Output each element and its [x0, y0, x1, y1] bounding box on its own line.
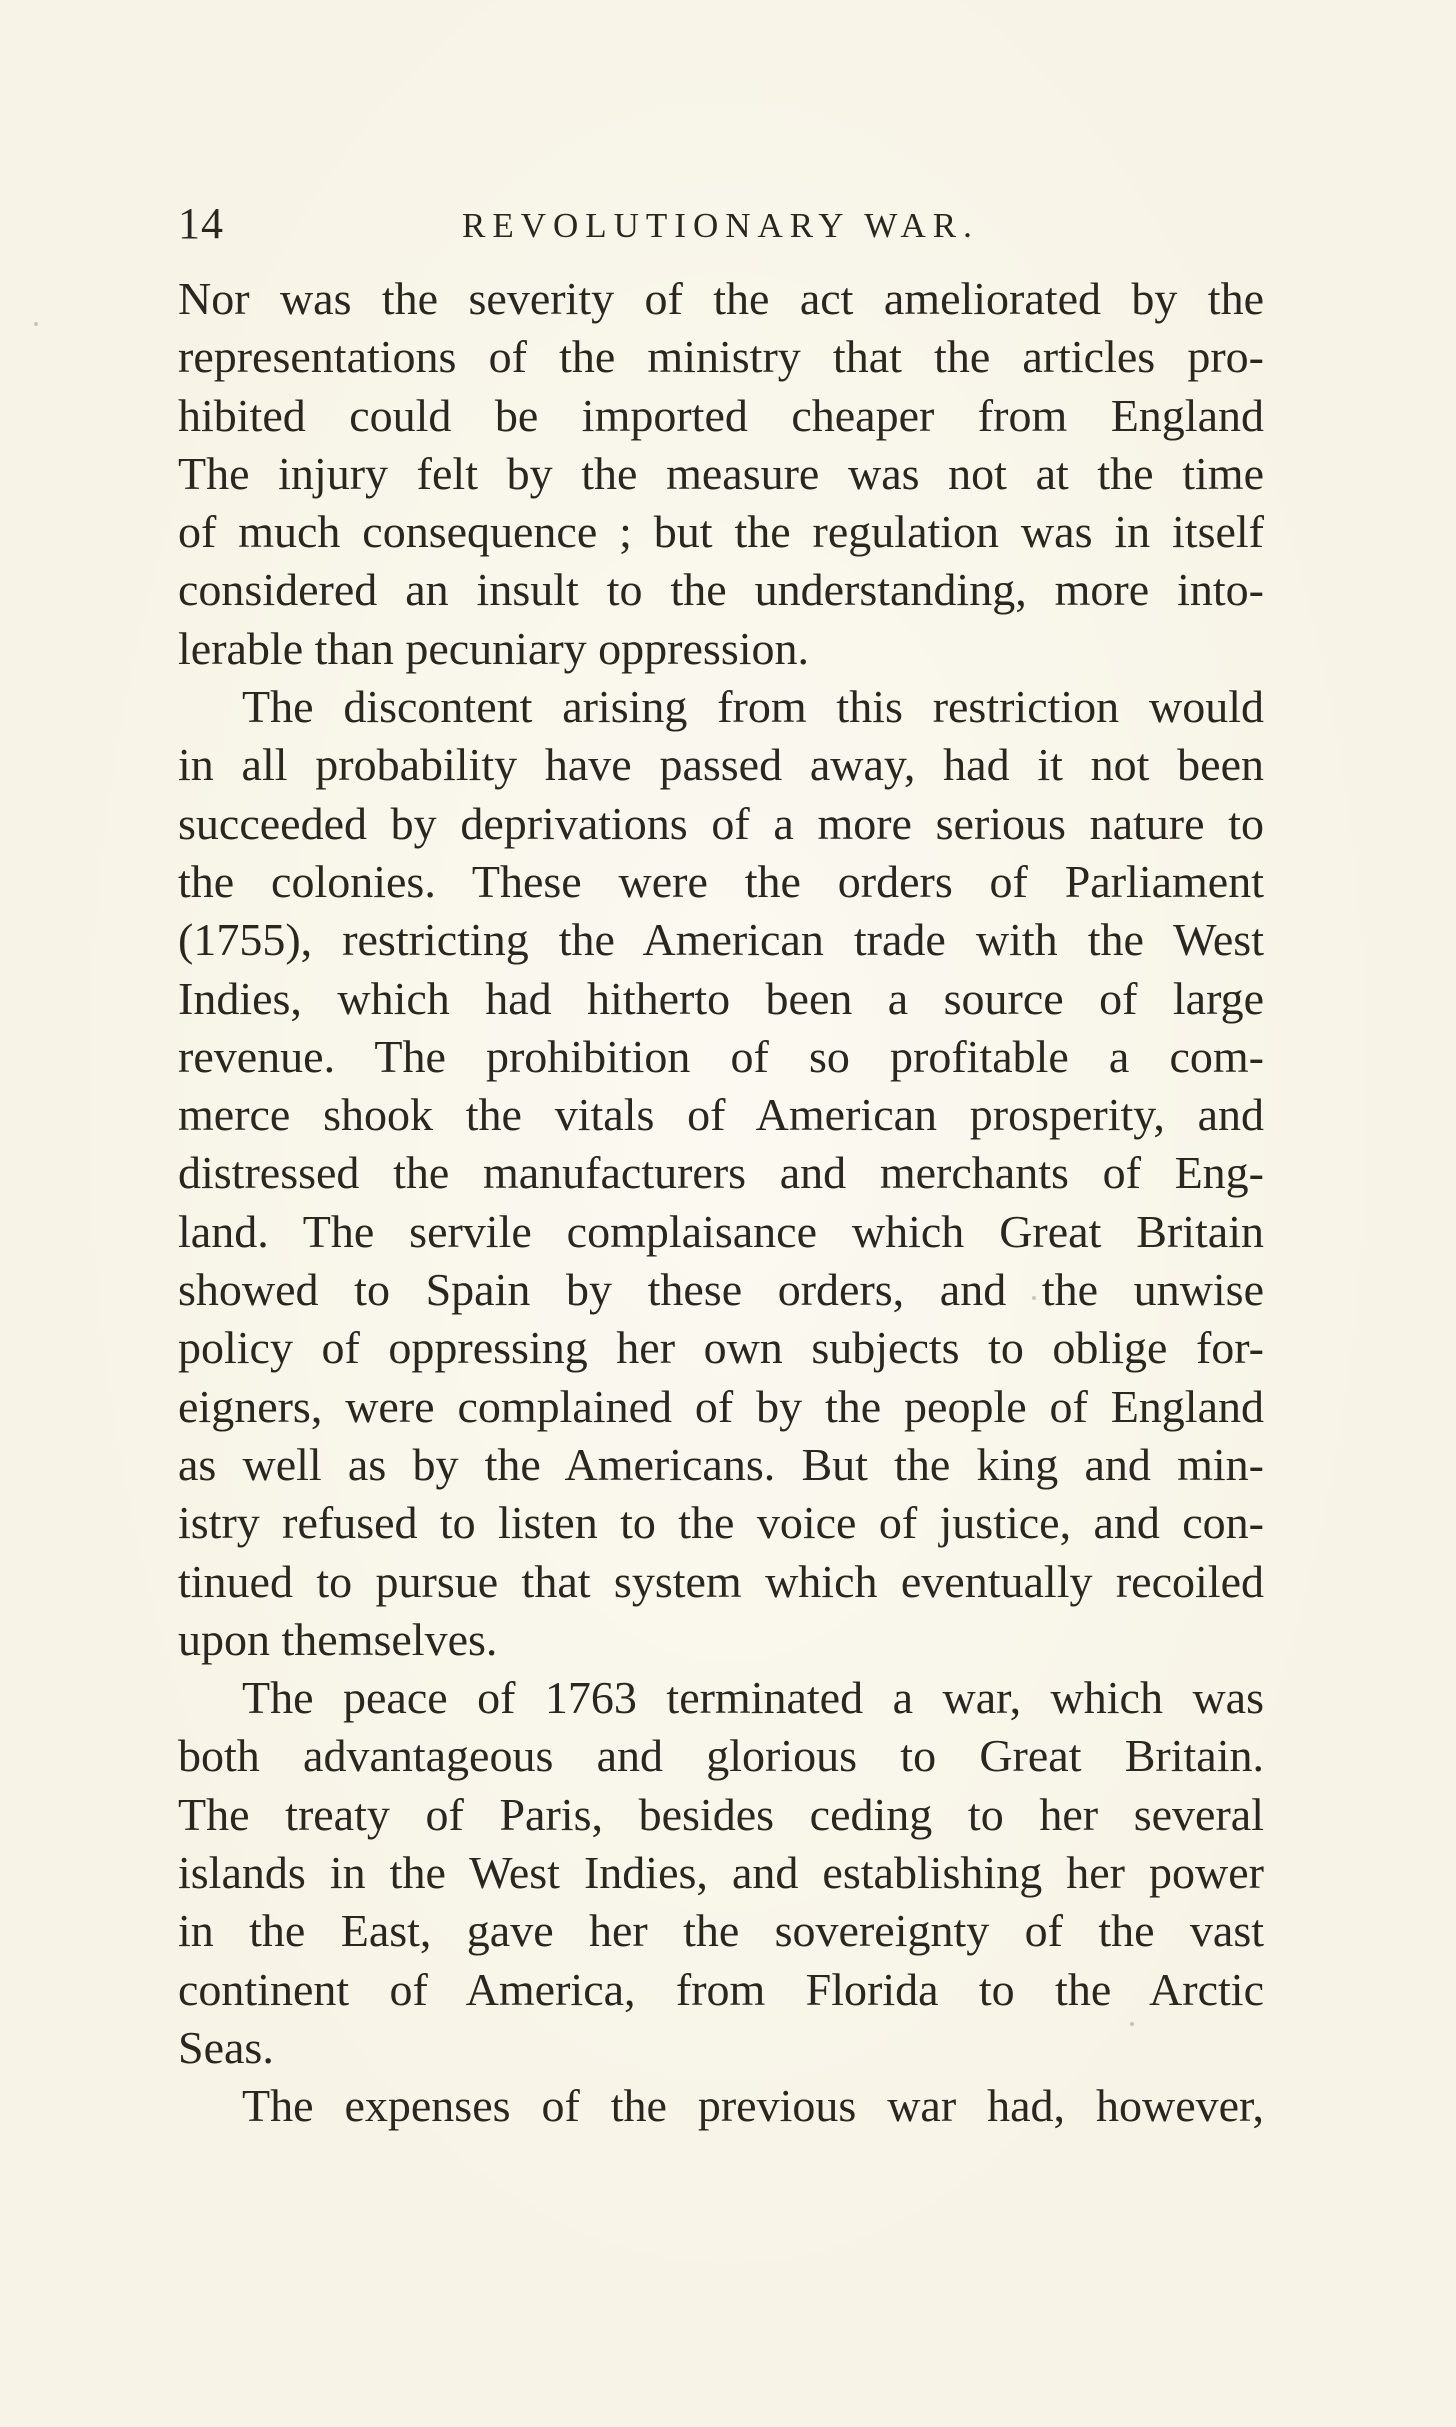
text-line: The expenses of the previous war had, however,: [242, 2080, 1264, 2132]
text-line: istry refused to listen to the voice of justice, and con-: [178, 1497, 1264, 1549]
text-line: merce shook the vitals of American prosperity, and: [178, 1089, 1264, 1141]
text-line: lerable than pecuniary oppression.: [178, 622, 809, 674]
text-line: eigners, were complained of by the people of England: [178, 1380, 1264, 1432]
text-line: revenue. The prohibition of so profitable a com-: [178, 1030, 1264, 1082]
paper-speck: [1032, 1296, 1036, 1300]
text-line: as well as by the Americans. But the king and min-: [178, 1438, 1264, 1490]
text-line: The injury felt by the measure was not at the time: [178, 447, 1264, 499]
text-line: in all probability have passed away, had it not been: [178, 739, 1264, 791]
text-line: (1755), restricting the American trade with the West: [178, 914, 1264, 966]
running-head: [178, 196, 1264, 252]
text-line: the colonies. These were the orders of Parliament: [178, 855, 1264, 907]
text-line: Seas.: [178, 2021, 274, 2073]
body-text: [178, 270, 1264, 2136]
page-number: 14: [178, 199, 224, 248]
text-line: The peace of 1763 terminated a war, which was: [242, 1672, 1264, 1724]
text-line: The treaty of Paris, besides ceding to her several: [178, 1788, 1264, 1840]
text-line: Nor was the severity of the act ameliorated by the: [178, 273, 1264, 324]
text-line: both advantageous and glorious to Great Britain.: [178, 1730, 1264, 1782]
text-line: considered an insult to the understanding, more into-: [178, 564, 1264, 616]
text-line: Indies, which had hitherto been a source of large: [178, 972, 1264, 1024]
text-line: distressed the manufacturers and merchants of Eng-: [178, 1147, 1264, 1199]
text-line: in the East, gave her the sovereignty of the vast: [178, 1905, 1264, 1957]
paper-speck: [648, 1232, 652, 1236]
text-line: islands in the West Indies, and establishing her power: [178, 1847, 1264, 1899]
text-line: succeeded by deprivations of a more serious nature to: [178, 797, 1264, 849]
text-line: The discontent arising from this restriction would: [242, 681, 1264, 733]
text-line: representations of the ministry that the articles pro-: [178, 331, 1264, 383]
text-line: of much consequence ; but the regulation was in itself: [178, 506, 1264, 558]
paper-speck: [1130, 2022, 1134, 2026]
text-line: continent of America, from Florida to the Arctic: [178, 1963, 1264, 2015]
running-title: REVOLUTIONARY WAR.: [462, 206, 979, 245]
text-line: policy of oppressing her own subjects to oblige for-: [178, 1322, 1264, 1374]
text-line: upon themselves.: [178, 1613, 498, 1665]
text-line: hibited could be imported cheaper from England: [178, 389, 1264, 441]
paper-speck: [34, 322, 38, 326]
text-line: land. The servile complaisance which Great Britain: [178, 1205, 1264, 1257]
text-line: tinued to pursue that system which eventually recoiled: [178, 1555, 1264, 1607]
text-line: showed to Spain by these orders, and the unwise: [178, 1264, 1264, 1316]
